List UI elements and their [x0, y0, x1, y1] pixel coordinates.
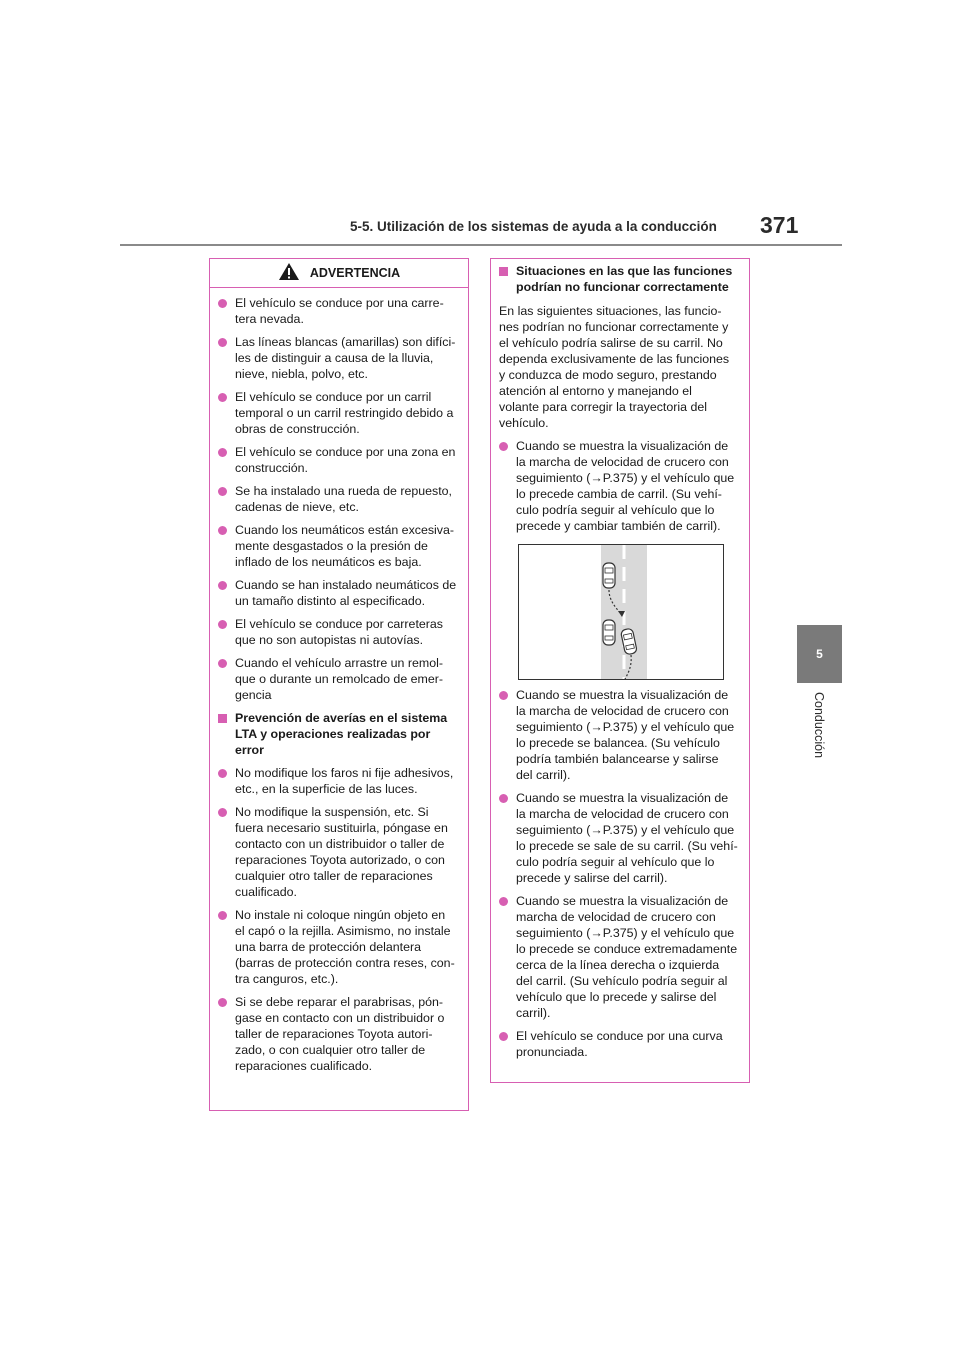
list-item: Cuando se han instalado neumáticos de un tamaño distinto al especificado. [218, 577, 460, 609]
square-bullet-icon [218, 714, 230, 723]
list-item: No modifique los faros ni fije adhesivos, etc., en la superficie de las luces. [218, 765, 460, 797]
bullet-icon [499, 1032, 511, 1041]
bullet-icon [499, 794, 511, 803]
bullet-icon [218, 620, 230, 629]
square-bullet-icon [499, 267, 511, 276]
warning-title: ADVERTENCIA [309, 266, 401, 280]
list-item: Cuando se muestra la visualización de la marcha de velocidad de crucero con seguimiento (→P.375) y el vehículo que lo precede se sale de su carril. (Su vehí- culo podría seguir al vehículo que lo precede y salirse del carril). [499, 790, 741, 886]
bullet-icon [218, 808, 230, 817]
lane-change-illustration [518, 544, 724, 680]
bullet-icon [499, 897, 511, 906]
section-heading: Prevención de averías en el sistema LTA y operaciones realizadas por error [218, 710, 460, 758]
bullet-icon [218, 393, 230, 402]
chapter-tab[interactable]: 5 [797, 625, 842, 683]
warning-header [210, 259, 468, 288]
list-item: Cuando se muestra la visualización de la marcha de velocidad de crucero con seguimiento (→P.375) y el vehículo que lo precede se balancea. (Su vehículo podría también balancearse y salirse del carril). [499, 687, 741, 783]
bullet-icon [218, 911, 230, 920]
list-item: Cuando el vehículo arrastre un remol- que o durante un remolcado de emer- gencia [218, 655, 460, 703]
list-item: El vehículo se conduce por una zona en construcción. [218, 444, 460, 476]
list-item: Si se debe reparar el parabrisas, pón- gase en contacto con un distribuidor o taller de reparaciones Toyota autori- zado, o con cualquier otro taller de reparaciones cualificado. [218, 994, 460, 1074]
list-item: Cuando se muestra la visualización de la marcha de velocidad de crucero con seguimiento (→P.375) y el vehículo que lo precede cambia de carril. (Su vehí- culo podría seguir al vehículo que lo precede y cambiar también de carril). [499, 438, 741, 534]
list-item: El vehículo se conduce por una carre- tera nevada. [218, 295, 460, 327]
bullet-icon [499, 442, 511, 451]
list-item: Cuando se muestra la visualización de marcha de velocidad de crucero con seguimiento (→P.375) y el vehículo que lo precede se conduce extremadamente cerca de la línea derecha o izquierda del carril. (Su vehículo podría seguir al vehículo que lo precede y salirse del carril). [499, 893, 741, 1021]
own-car-left-icon [603, 620, 615, 645]
bullet-icon [499, 691, 511, 700]
bullet-icon [218, 526, 230, 535]
list-item: Se ha instalado una rueda de repuesto, cadenas de nieve, etc. [218, 483, 460, 515]
section-heading: Situaciones en las que las funciones podrían no funcionar correctamente [499, 263, 741, 295]
list-item: No instale ni coloque ningún objeto en el capó o la rejilla. Asimismo, no instale una barra de protección delantera (barras de protección contra reses, con- tra canguros, etc.). [218, 907, 460, 987]
bullet-icon [218, 299, 230, 308]
bullet-icon [218, 769, 230, 778]
running-header: 5-5. Utilización de los sistemas de ayuda a la conducción [350, 219, 717, 234]
bullet-icon [218, 581, 230, 590]
list-item: Las líneas blancas (amarillas) son difíci- les de distinguir a causa de la lluvia, nieve, niebla, polvo, etc. [218, 334, 460, 382]
leading-car-icon [603, 563, 615, 588]
situations-content [491, 263, 749, 1060]
chapter-label: Conducción [812, 692, 826, 759]
intro-paragraph: En las siguientes situaciones, las funcio- nes podrían no funcionar correctamente y el vehículo podría salirse de su carril. No dependa exclusivamente de las funciones y conduzca de modo seguro, prestando atención al entorno y manejando el volante para corregir la trayectoria del vehículo. [499, 304, 730, 430]
bullet-icon [218, 338, 230, 347]
warning-content [210, 295, 468, 1074]
situations-box [490, 258, 750, 1083]
list-item: El vehículo se conduce por carreteras que no son autopistas ni autovías. [218, 616, 460, 648]
warning-box [209, 258, 469, 1111]
header-divider [120, 244, 842, 246]
bullet-icon [218, 659, 230, 668]
page-number: 371 [760, 212, 799, 238]
bullet-icon [218, 487, 230, 496]
warning-triangle-icon [278, 262, 300, 284]
bullet-icon [218, 998, 230, 1007]
list-item: No modifique la suspensión, etc. Si fuera necesario sustituirla, póngase en contacto con un distribuidor o taller de reparaciones Toyota autorizado, o con cualquier otro taller de reparaciones cualificado. [218, 804, 460, 900]
list-item: Cuando los neumáticos están excesiva- mente desgastados o la presión de inflado de los neumáticos es baja. [218, 522, 460, 570]
list-item: El vehículo se conduce por una curva pronunciada. [499, 1028, 741, 1060]
list-item: El vehículo se conduce por un carril temporal o un carril restringido debido a obras de construcción. [218, 389, 460, 437]
bullet-icon [218, 448, 230, 457]
road-diagram [519, 545, 723, 679]
